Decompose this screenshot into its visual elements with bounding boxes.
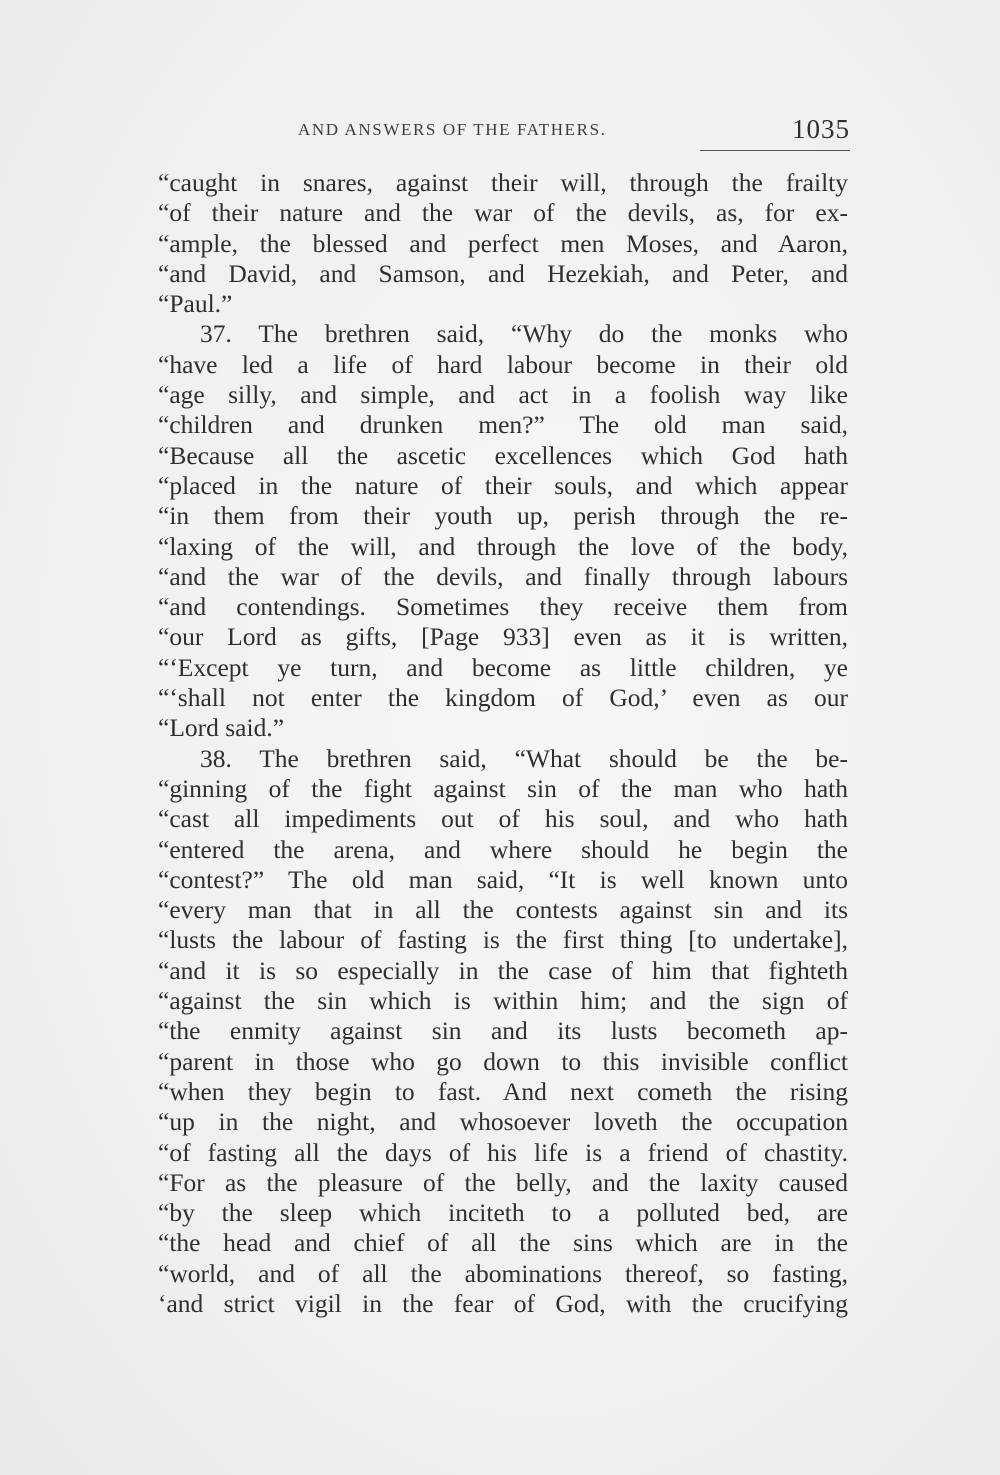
- text-line: “‘shall not enter the kingdom of God,’ even as our: [158, 683, 848, 713]
- text-line: “Lord said.”: [158, 713, 285, 743]
- text-line: “ginning of the fight against sin of the man who hath: [158, 773, 848, 803]
- text-line: “when they begin to fast. And next cometh the rising: [158, 1076, 848, 1106]
- text-line: “ample, the blessed and perfect men Moses, and Aaron,: [158, 228, 848, 258]
- text-line: “entered the arena, and where should he begin the: [158, 834, 848, 864]
- text-line: “and the war of the devils, and finally through labours: [158, 561, 848, 591]
- text-line: “have led a life of hard labour become in their old: [158, 349, 848, 379]
- body-text: [158, 168, 848, 1319]
- text-line: “our Lord as gifts, [Page 933] even as it is written,: [158, 622, 848, 652]
- text-line: ‘and strict vigil in the fear of God, with the crucifying: [158, 1288, 848, 1318]
- text-line: “For as the pleasure of the belly, and the laxity caused: [158, 1167, 848, 1197]
- running-head-title: AND ANSWERS OF THE FATHERS.: [298, 120, 607, 139]
- text-line: “every man that in all the contests against sin and its: [158, 895, 848, 925]
- text-line: “lusts the labour of fasting is the first thing [to undertake],: [158, 925, 848, 955]
- text-line: “world, and of all the abominations thereof, so fasting,: [158, 1258, 848, 1288]
- text-line: “the head and chief of all the sins which are in the: [158, 1228, 848, 1258]
- text-line: “of their nature and the war of the devils, as, for ex-: [158, 198, 848, 228]
- text-line: “placed in the nature of their souls, and which appear: [158, 470, 848, 500]
- header-rule: [700, 150, 850, 151]
- text-line: “and it is so especially in the case of him that fighteth: [158, 955, 848, 985]
- text-line: 38. The brethren said, “What should be the be-: [200, 743, 848, 773]
- text-line: “cast all impediments out of his soul, and who hath: [158, 804, 848, 834]
- text-line: “Paul.”: [158, 289, 233, 319]
- text-line: “Because all the ascetic excellences which God hath: [158, 440, 848, 470]
- text-line: “the enmity against sin and its lusts becometh ap-: [158, 1016, 848, 1046]
- page-number: 1035: [792, 114, 850, 144]
- text-line: “by the sleep which inciteth to a polluted bed, are: [158, 1198, 848, 1228]
- text-line: “contest?” The old man said, “It is well known unto: [158, 864, 848, 894]
- text-line: “laxing of the will, and through the love of the body,: [158, 531, 848, 561]
- text-line: “caught in snares, against their will, through the frailty: [158, 168, 848, 197]
- text-line: “up in the night, and whosoever loveth the occupation: [158, 1107, 848, 1137]
- text-line: “children and drunken men?” The old man said,: [158, 410, 848, 440]
- text-line: “age silly, and simple, and act in a foolish way like: [158, 380, 848, 410]
- text-line: “in them from their youth up, perish through the re-: [158, 501, 848, 531]
- text-line: “parent in those who go down to this invisible conflict: [158, 1046, 848, 1076]
- text-line: “of fasting all the days of his life is a friend of chastity.: [158, 1137, 848, 1167]
- text-line: “and David, and Samson, and Hezekiah, and Peter, and: [158, 258, 848, 288]
- running-head: [160, 116, 850, 152]
- text-line: 37. The brethren said, “Why do the monks who: [200, 319, 848, 349]
- text-line: “‘Except ye turn, and become as little children, ye: [158, 652, 848, 682]
- text-line: “against the sin which is within him; and the sign of: [158, 986, 848, 1016]
- text-line: “and contendings. Sometimes they receive them from: [158, 592, 848, 622]
